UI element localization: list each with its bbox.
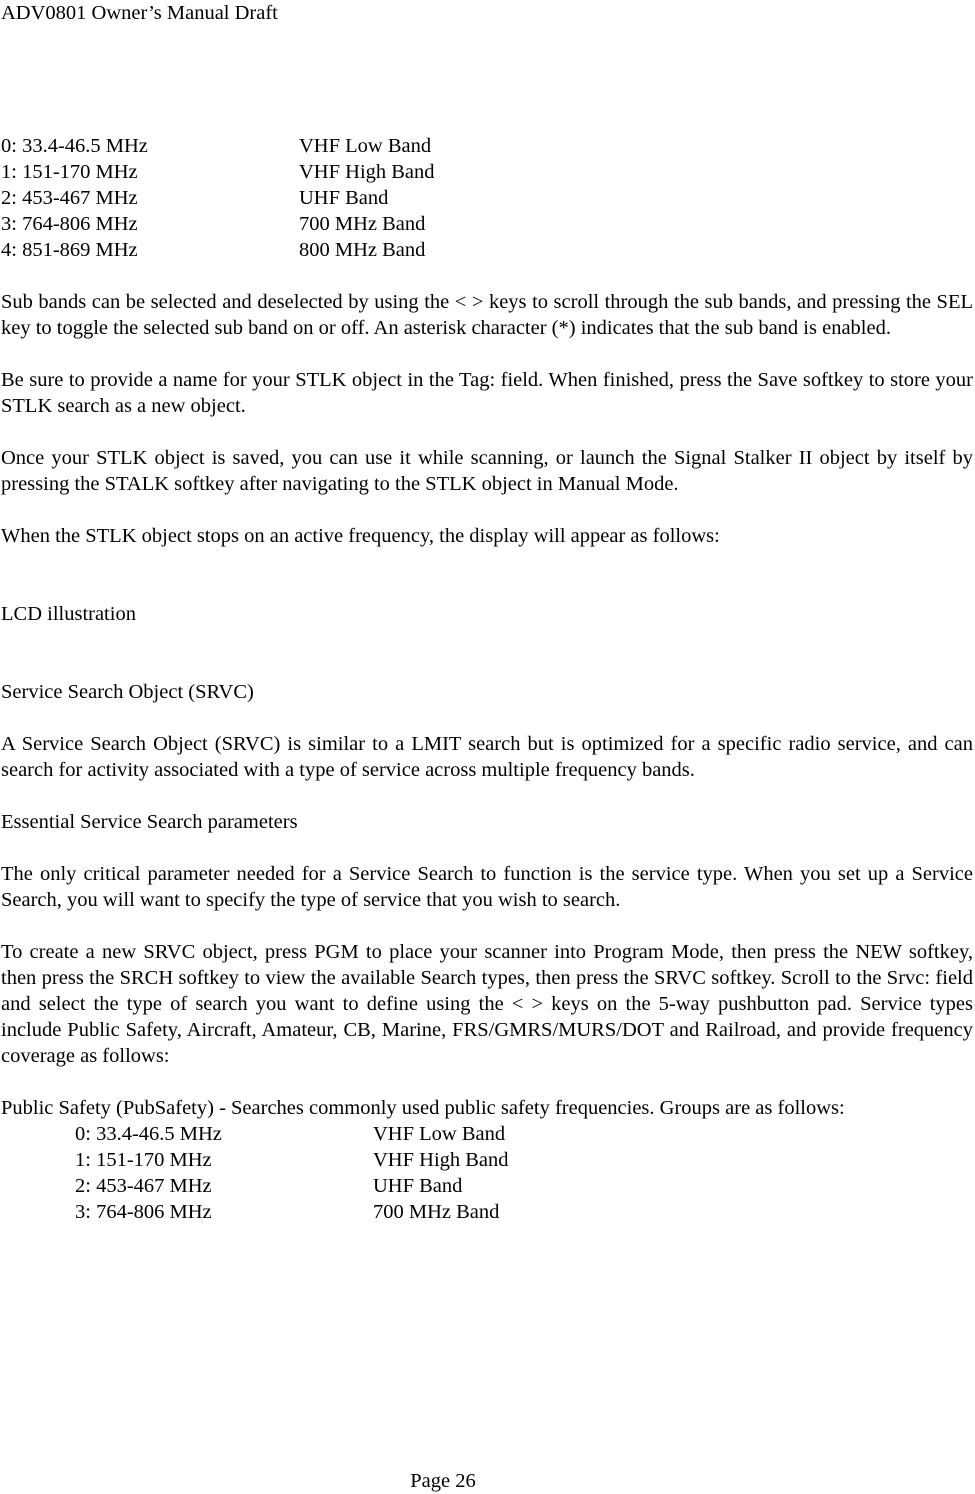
paragraph-display: When the STLK object stops on an active frequency, the display will appear as follows: bbox=[1, 525, 720, 547]
band-row bbox=[75, 1147, 973, 1173]
paragraph-srvc-intro: A Service Search Object (SRVC) is similar to a LMIT search but is optimized for a specific radio service, and can search for activity associated with a type of service across multiple frequency bands. bbox=[1, 733, 973, 781]
document-header: ADV0801 Owner’s Manual Draft bbox=[1, 2, 278, 24]
band-range: 4: 851-869 MHz bbox=[1, 239, 138, 261]
paragraph-service-type: The only critical parameter needed for a Service Search to function is the service type. When you set up a Service Search, you will want to specify the type of service that you wish to search. bbox=[1, 863, 973, 911]
paragraph-public-safety: Public Safety (PubSafety) - Searches commonly used public safety frequencies. Groups are as follows: bbox=[1, 1097, 845, 1119]
band-range: 0: 33.4-46.5 MHz bbox=[1, 135, 148, 157]
band-range: 1: 151-170 MHz bbox=[75, 1149, 212, 1171]
paragraph-create-srvc: To create a new SRVC object, press PGM to place your scanner into Program Mode, then press the NEW softkey, then press the SRCH softkey to view the available Search types, then press the SRVC softkey. Scroll to the Srvc: field and select the type of search you want to define using the < > keys on the 5-way pushbutton pad. Service types include Public Safety, Aircraft, Amateur, CB, Marine, FRS/GMRS/MURS/DOT and Railroad, and provide frequency coverage as follows: bbox=[1, 941, 973, 1067]
paragraph-sub-bands: Sub bands can be selected and deselected by using the < > keys to scroll through the sub bands, and pressing the SEL key to toggle the selected sub band on or off. An asterisk character (*) indicates that the sub band is enabled. bbox=[1, 291, 973, 339]
band-name: UHF Band bbox=[299, 187, 389, 209]
subheading-essential-params: Essential Service Search parameters bbox=[1, 811, 298, 833]
band-row bbox=[1, 237, 973, 263]
band-range: 2: 453-467 MHz bbox=[1, 187, 138, 209]
band-name: VHF High Band bbox=[299, 161, 435, 183]
band-range: 3: 764-806 MHz bbox=[1, 213, 138, 235]
band-range: 0: 33.4-46.5 MHz bbox=[75, 1123, 222, 1145]
section-heading-srvc: Service Search Object (SRVC) bbox=[1, 681, 254, 703]
band-list bbox=[1, 1121, 973, 1225]
band-name: 700 MHz Band bbox=[299, 213, 426, 235]
band-name: 800 MHz Band bbox=[299, 239, 426, 261]
band-row bbox=[1, 133, 973, 159]
band-range: 2: 453-467 MHz bbox=[75, 1175, 212, 1197]
band-name: 700 MHz Band bbox=[373, 1201, 500, 1223]
band-name: VHF High Band bbox=[373, 1149, 509, 1171]
band-range: 3: 764-806 MHz bbox=[75, 1201, 212, 1223]
page-body bbox=[1, 133, 973, 1225]
band-name: VHF Low Band bbox=[299, 135, 432, 157]
lcd-illustration-placeholder: LCD illustration bbox=[1, 603, 136, 625]
band-row bbox=[75, 1199, 973, 1225]
band-row bbox=[1, 159, 973, 185]
band-name: VHF Low Band bbox=[373, 1123, 506, 1145]
band-list bbox=[1, 133, 973, 263]
paragraph-tag-field: Be sure to provide a name for your STLK object in the Tag: field. When finished, press the Save softkey to store your STLK search as a new object. bbox=[1, 369, 973, 417]
band-name: UHF Band bbox=[373, 1175, 463, 1197]
band-range: 1: 151-170 MHz bbox=[1, 161, 138, 183]
band-row bbox=[75, 1121, 973, 1147]
paragraph-stlk-saved: Once your STLK object is saved, you can use it while scanning, or launch the Signal Stalker II object by itself by pressing the STALK softkey after navigating to the STLK object in Manual Mode. bbox=[1, 447, 973, 495]
band-row bbox=[75, 1173, 973, 1199]
page-number: Page 26 bbox=[410, 1470, 476, 1492]
band-row bbox=[1, 211, 973, 237]
band-row bbox=[1, 185, 973, 211]
